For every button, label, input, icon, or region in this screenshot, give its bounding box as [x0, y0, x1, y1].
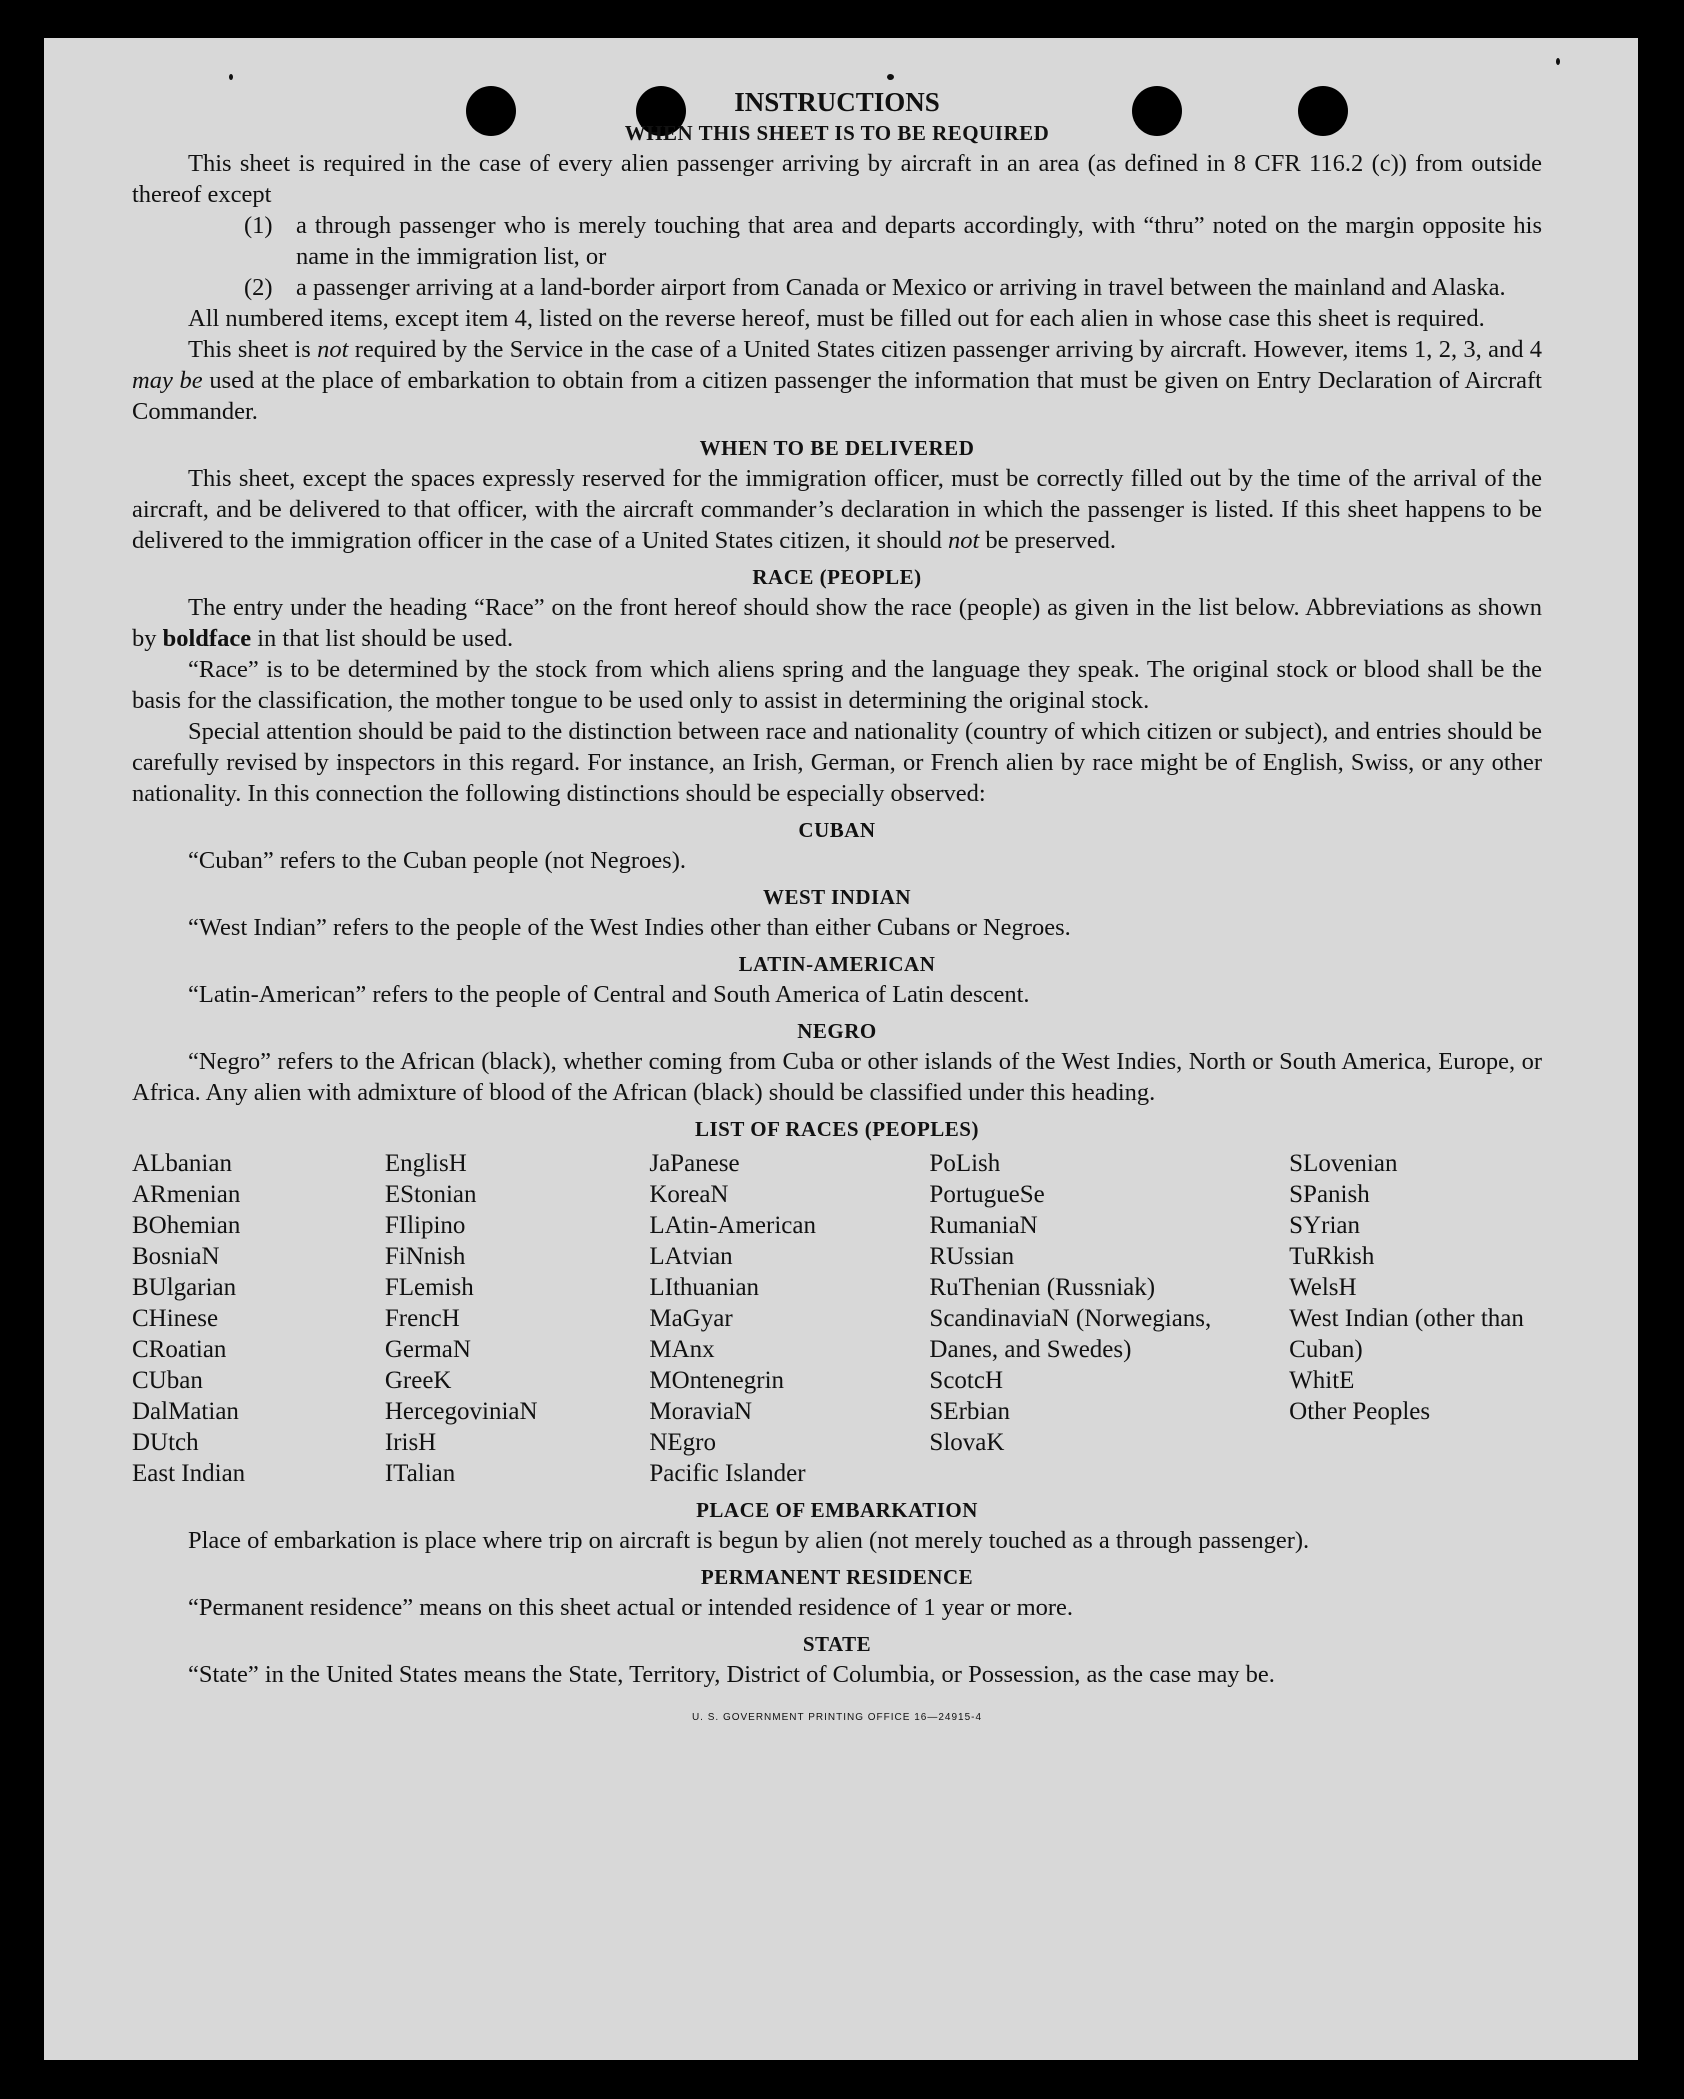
- race-entry: DUtch: [132, 1429, 199, 1456]
- item-number: (1): [244, 212, 273, 239]
- race-entry: EnglisH: [384, 1150, 467, 1177]
- race-entry: FLemish: [384, 1274, 474, 1301]
- race-entry: ScandinaviaN (Norwegians, Danes, and Swedes): [929, 1305, 1212, 1363]
- race-entry: ScotcH: [929, 1367, 1004, 1394]
- race-entry: MoraviaN: [649, 1398, 753, 1425]
- race-entry: BOhemian: [132, 1212, 241, 1239]
- race-entry: Other Peoples: [1289, 1398, 1431, 1425]
- instructions-content: [132, 86, 1542, 1733]
- race-entry: EStonian: [384, 1181, 477, 1208]
- race-entry: ITalian: [384, 1460, 456, 1487]
- race-entry: BUlgarian: [132, 1274, 237, 1301]
- printing-office-imprint: U. S. GOVERNMENT PRINTING OFFICE 16—24915-4: [691, 1712, 983, 1723]
- race-entry: DalMatian: [132, 1398, 239, 1425]
- state-definition: “State” in the United States means the State, Territory, District of Columbia, or Possession, as the case may be.: [188, 1661, 1275, 1688]
- race-entry: SErbian: [929, 1398, 1010, 1425]
- race-entry: BosniaN: [132, 1243, 220, 1270]
- race-paragraph-3: Special attention should be paid to the distinction between race and nationality (country of which citizen or subject), and entries should be carefully revised by inspectors in this regard. For instance, an Irish, German, or French alien by race might be of English, Swiss, or any other nationality. In this connection the following distinctions should be especially observed:: [132, 718, 1542, 807]
- race-entry: GreeK: [384, 1367, 452, 1394]
- race-entry: NEgro: [649, 1429, 717, 1456]
- west-indian-definition: “West Indian” refers to the people of the West Indies other than either Cubans or Negroes.: [188, 914, 1071, 941]
- race-entry: HercegoviniaN: [384, 1398, 538, 1425]
- exception-item-1: [132, 210, 1542, 272]
- race-entry: WelsH: [1289, 1274, 1357, 1301]
- race-entry: East Indian: [132, 1460, 246, 1487]
- required-intro: This sheet is required in the case of every alien passenger arriving by aircraft in an area (as defined in 8 CFR 116.2 (c)) from outside thereof except: [132, 150, 1542, 208]
- race-entry: ARmenian: [132, 1181, 241, 1208]
- item-number: (2): [244, 274, 273, 301]
- heading-when-delivered: WHEN TO BE DELIVERED: [699, 436, 975, 460]
- numbered-items-paragraph: All numbered items, except item 4, listed on the reverse hereof, must be filled out for each alien in whose case this sheet is required.: [188, 305, 1485, 332]
- ink-speck: [229, 74, 233, 80]
- race-entry: MOntenegrin: [649, 1367, 785, 1394]
- race-entry: FiNnish: [384, 1243, 466, 1270]
- document-page: [44, 38, 1638, 2060]
- ink-speck: [1556, 58, 1560, 65]
- races-list: [132, 1148, 1542, 1489]
- race-entry: SlovaK: [929, 1429, 1005, 1456]
- heading-embarkation: PLACE OF EMBARKATION: [696, 1498, 978, 1522]
- race-entry: RumaniaN: [929, 1212, 1038, 1239]
- race-entry: MAnx: [649, 1336, 715, 1363]
- ink-speck: [887, 74, 894, 80]
- race-entry: LAtvian: [649, 1243, 733, 1270]
- race-entry: West Indian (other than Cuban): [1289, 1305, 1524, 1363]
- heading-negro: NEGRO: [797, 1019, 877, 1043]
- race-entry: IrisH: [384, 1429, 437, 1456]
- race-entry: KoreaN: [649, 1181, 729, 1208]
- race-entry: LIthuanian: [649, 1274, 760, 1301]
- residence-definition: “Permanent residence” means on this sheet actual or intended residence of 1 year or more.: [188, 1594, 1074, 1621]
- race-entry: RuThenian (Russniak): [929, 1274, 1156, 1301]
- race-entry: PoLish: [929, 1150, 1001, 1177]
- heading-when-required: WHEN THIS SHEET IS TO BE REQUIRED: [624, 121, 1050, 145]
- race-paragraph-2: “Race” is to be determined by the stock from which aliens spring and the language they speak. The original stock or blood shall be the basis for the classification, the mother tongue to be used only to assist in determining the original stock.: [132, 656, 1542, 714]
- delivered-paragraph: This sheet, except the spaces expressly reserved for the immigration officer, must be correctly filled out by the time of the arrival of the aircraft, and be delivered to that officer, with the aircraft commander’s declaration in which the passenger is listed. If this sheet happens to be delivered to the immigration officer in the case of a United States citizen, it should not be preserved.: [132, 465, 1542, 554]
- latin-american-definition: “Latin-American” refers to the people of Central and South America of Latin descent.: [188, 981, 1030, 1008]
- races-column: [929, 1148, 1289, 1489]
- item-text: a through passenger who is merely touching that area and departs accordingly, with “thru” noted on the margin opposite his name in the immigration list, or: [296, 212, 1542, 270]
- race-paragraph-1: The entry under the heading “Race” on the front hereof should show the race (people) as given in the list below. Abbreviations as shown by boldface in that list should be used.: [132, 594, 1542, 652]
- heading-list-of-races: LIST OF RACES (PEOPLES): [695, 1117, 979, 1141]
- race-entry: SLovenian: [1289, 1150, 1398, 1177]
- race-entry: TuRkish: [1289, 1243, 1375, 1270]
- race-entry: FIlipino: [384, 1212, 466, 1239]
- heading-state: STATE: [802, 1632, 872, 1656]
- item-text: a passenger arriving at a land-border airport from Canada or Mexico or arriving in travel between the mainland and Alaska.: [296, 274, 1506, 301]
- race-entry: WhitE: [1289, 1367, 1355, 1394]
- exception-item-2: [132, 272, 1542, 303]
- race-entry: PortugueSe: [929, 1181, 1045, 1208]
- cuban-definition: “Cuban” refers to the Cuban people (not Negroes).: [188, 847, 686, 874]
- race-entry: CRoatian: [132, 1336, 227, 1363]
- race-entry: JaPanese: [649, 1150, 740, 1177]
- races-column: [385, 1148, 650, 1489]
- heading-race: RACE (PEOPLE): [752, 565, 922, 589]
- race-entry: SPanish: [1289, 1181, 1370, 1208]
- races-column: [132, 1148, 385, 1489]
- race-entry: SYrian: [1289, 1212, 1360, 1239]
- heading-cuban: CUBAN: [798, 818, 876, 842]
- races-column: [649, 1148, 929, 1489]
- negro-definition: “Negro” refers to the African (black), whether coming from Cuba or other islands of the West Indies, North or South America, Europe, or Africa. Any alien with admixture of blood of the African (black) should be classified under this heading.: [132, 1048, 1542, 1106]
- embarkation-definition: Place of embarkation is place where trip on aircraft is begun by alien (not merely touched as a through passenger).: [188, 1527, 1310, 1554]
- race-entry: CUban: [132, 1367, 203, 1394]
- race-entry: Pacific Islander: [649, 1460, 806, 1487]
- race-entry: GermaN: [384, 1336, 471, 1363]
- race-entry: ALbanian: [132, 1150, 232, 1177]
- races-column: [1289, 1148, 1542, 1489]
- citizen-paragraph: This sheet is not required by the Service in the case of a United States citizen passenger arriving by aircraft. However, items 1, 2, 3, and 4 may be used at the place of embarkation to obtain from a citizen passenger the information that must be given on Entry Declaration of Aircraft Commander.: [132, 336, 1542, 425]
- heading-latin-american: LATIN-AMERICAN: [738, 952, 936, 976]
- race-entry: FrencH: [384, 1305, 460, 1332]
- race-entry: MaGyar: [649, 1305, 733, 1332]
- document-title: INSTRUCTIONS: [734, 87, 940, 117]
- heading-permanent-residence: PERMANENT RESIDENCE: [700, 1565, 974, 1589]
- race-entry: RUssian: [929, 1243, 1015, 1270]
- heading-west-indian: WEST INDIAN: [762, 885, 912, 909]
- race-entry: LAtin-American: [649, 1212, 816, 1239]
- race-entry: CHinese: [132, 1305, 219, 1332]
